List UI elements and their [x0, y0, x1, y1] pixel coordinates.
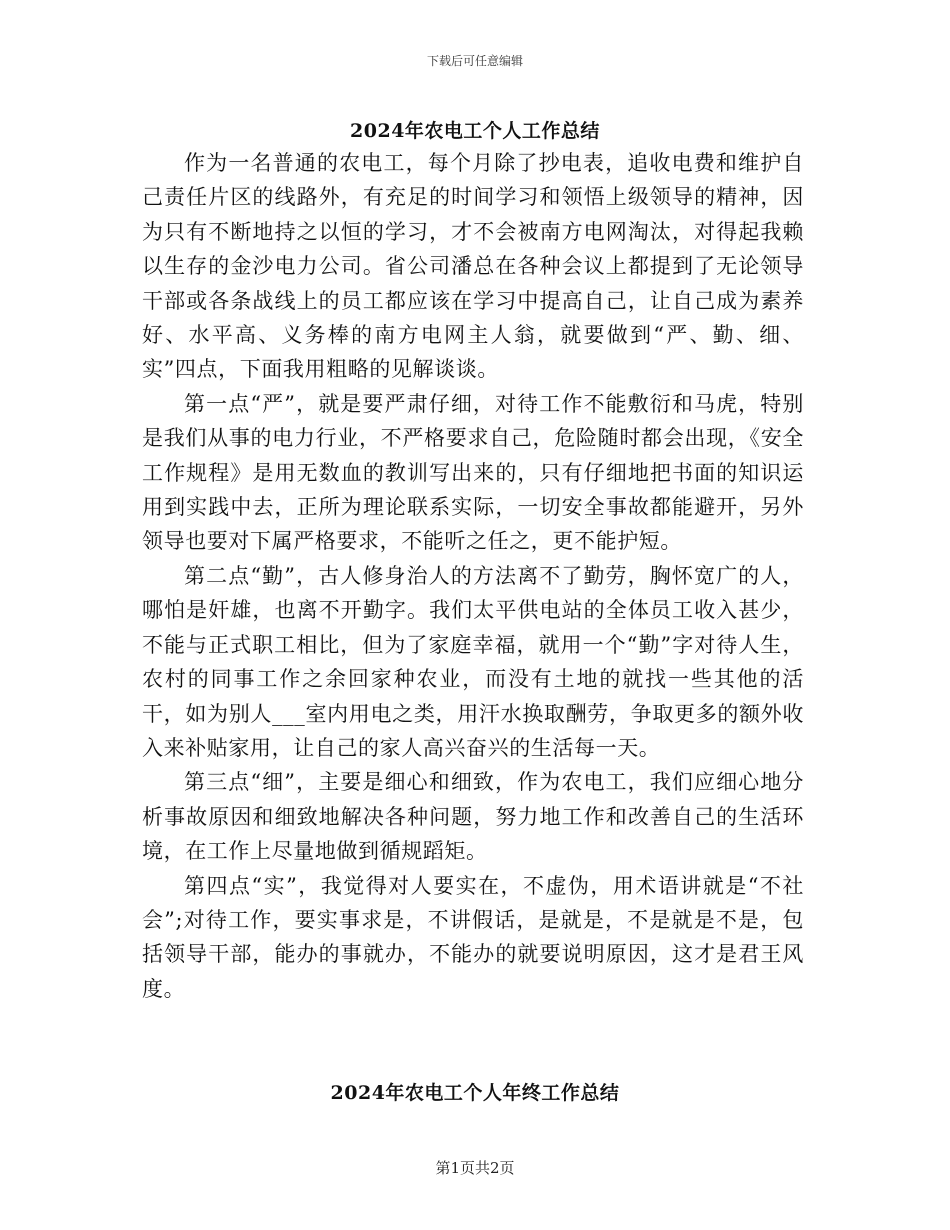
paragraph-careful: 第三点“细”，主要是细心和细致，作为农电工，我们应细心地分析事故原因和细致地解决各种问题，努力地工作和改善自己的生活环境，在工作上尽量地做到循规蹈矩。: [142, 770, 804, 864]
paragraph-practical: 第四点“实”，我觉得对人要实在，不虚伪，用术语讲就是“不社会”;对待工作，要实事求是，不讲假话，是就是，不是就是不是，包括领导干部，能办的事就办，不能办的就要说明原因，这才是君王风度。: [142, 873, 804, 1001]
document-body: [142, 146, 804, 1006]
paragraph-diligent: 第二点“勤”，古人修身治人的方法离不了勤劳，胸怀宽广的人，哪怕是奸雄，也离不开勤字。我们太平供电站的全体员工收入甚少，不能与正式职工相比，但为了家庭幸福，就用一个“勤”字对待人生，农村的同事工作之余回家种农业，而没有土地的就找一些其他的活干，如为别人___室内用电之类，用汗水换取酬劳，争取更多的额外收入来补贴家用，让自己的家人高兴奋兴的生活每一天。: [142, 563, 804, 760]
paragraph-intro: 作为一名普通的农电工，每个月除了抄电表，追收电费和维护自己责任片区的线路外，有充足的时间学习和领悟上级领导的精神，因为只有不断地持之以恒的学习，才不会被南方电网淘汰，对得起我赖以生存的金沙电力公司。省公司潘总在各种会议上都提到了无论领导干部或各条战线上的员工都应该在学习中提高自己，让自己成为素养好、水平高、义务棒的南方电网主人翁，就要做到“严、勤、细、实”四点，下面我用粗略的见解谈谈。: [142, 151, 804, 382]
document-title: 2024年农电工个人工作总结: [350, 120, 600, 142]
paragraph-strict: 第一点“严”，就是要严肃仔细，对待工作不能敷衍和马虎，特别是我们从事的电力行业，不严格要求自己，危险随时都会出现，《安全工作规程》是用无数血的教训写出来的，只有仔细地把书面的知识运用到实践中去，正所为理论联系实际，一切安全事故都能避开，另外领导也要对下属严格要求，不能听之任之，更不能护短。: [142, 391, 804, 554]
next-section-title: 2024年农电工个人年终工作总结: [330, 1082, 620, 1104]
page-indicator: 第1页共2页: [435, 1159, 515, 1177]
header-note: 下载后可任意编辑: [426, 54, 523, 68]
